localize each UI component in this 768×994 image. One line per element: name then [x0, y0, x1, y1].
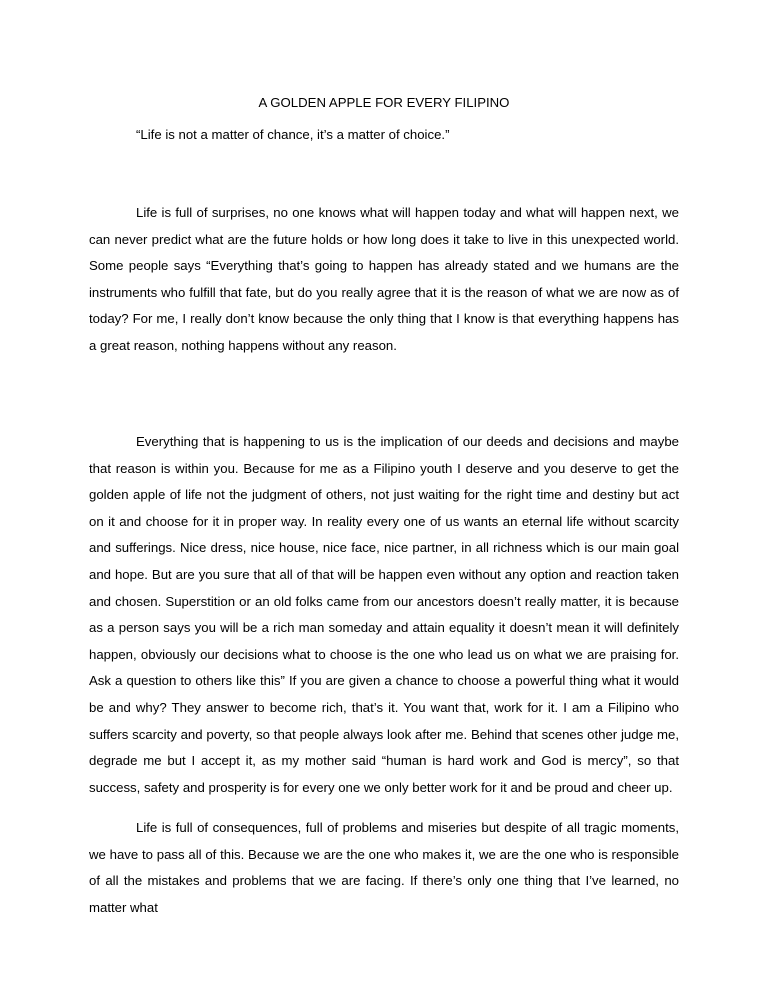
epigraph-quote: “Life is not a matter of chance, it’s a matter of choice.”: [136, 127, 450, 142]
paragraph-2: Everything that is happening to us is the implication of our deeds and decisions and maybe that reason is within you. Because for me as a Filipino youth I deserve and you deserve to get the golden apple of life not the judgment of others, not just waiting for the right time and destiny but act on it and choose for it in proper way. In reality every one of us wants an eternal life without scarcity and sufferings. Nice dress, nice house, nice face, nice partner, in all richness which is our main goal and hope. But are you sure that all of that will be happen even without any option and reaction taken and chosen. Superstition or an old folks came from our ancestors doesn’t really matter, it is because as a person says you will be a rich man someday and attain equality it doesn’t mean it will definitely happen, obviously our decisions what to choose is the one who lead us on what we are praising for. Ask a question to others like this” If you are given a chance to choose a powerful thing what it would be and why? They answer to become rich, that’s it. You want that, work for it. I am a Filipino who suffers scarcity and poverty, so that people always look after me. Behind that scenes other judge me, degrade me but I accept it, as my mother said “human is hard work and God is mercy”, so that success, safety and prosperity is for every one we only better work for it and be proud and cheer up.: [89, 434, 679, 795]
document-title: A GOLDEN APPLE FOR EVERY FILIPINO: [258, 95, 510, 110]
paragraph-1: Life is full of surprises, no one knows what will happen today and what will happen next, we can never predict what are the future holds or how long does it take to live in this unexpected world. Some people says “Everything that’s going to happen has already stated and we humans are the instruments who fulfill that fate, but do you really agree that it is the reason of what we are now as of today? For me, I really don’t know because the only thing that I know is that everything happens has a great reason, nothing happens without any reason.: [89, 205, 679, 353]
paragraph-3: Life is full of consequences, full of problems and miseries but despite of all tragic moments, we have to pass all of this. Because we are the one who makes it, we are the one who is responsible of all the mistakes and problems that we are facing. If there’s only one thing that I’ve learned, no matter what: [89, 820, 679, 915]
